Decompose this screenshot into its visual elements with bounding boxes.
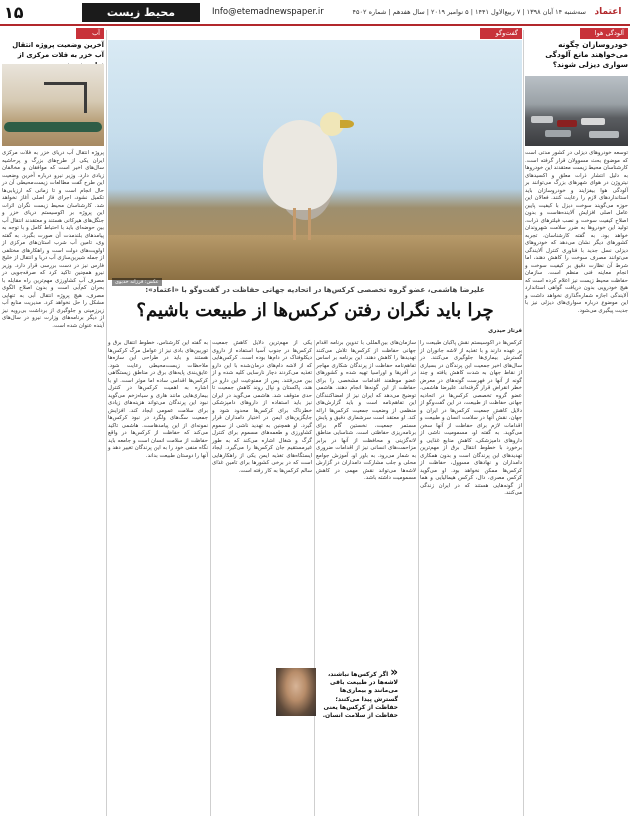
left-column — [2, 28, 104, 818]
column-divider — [523, 30, 524, 816]
main-section-label: گفت‌وگو — [480, 28, 522, 39]
interviewee-portrait — [276, 668, 316, 716]
right-article-body: توسعه خودروهای دیزلی در کشور مدتی است که موضوع بحث مسوولان قرار گرفته است. کارشناسان محیط زیست معتقدند این خودروها به دلیل انتشار ذرات معلق و اکسیدهای نیتروژن در هوای شهرهای بزرگ می‌توانند بر آلودگی هوا بیفزایند و خودروسازان باید استانداردهای لازم را رعایت کنند. فعالان این حوزه می‌گویند سوخت دیزل با کیفیت پایین عامل اصلی افزایش آلاینده‌هاست و بدون اصلاح کیفیت سوخت و نصب فیلترهای ذرات، تولید این خودروها به ضرر سلامت شهروندان خواهد بود. به گفته کارشناسان، تجربه کشورهای دیگر نشان می‌دهد که خودروهای دیزلی نسل جدید با فناوری کنترل آلایندگی می‌توانند مصرف سوخت را کاهش دهند، اما شرط آن نظارت دقیق بر کیفیت سوخت و انجام معاینه فنی منظم است. سازمان حفاظت محیط زیست نیز اعلام کرده است که هیچ خودرویی بدون دریافت گواهی استاندارد آلایندگی اجازه شماره‌گذاری نخواهد داشت و این موضوع درباره سواری‌های دیزلی نیز با جدیت پیگیری می‌شود. — [525, 150, 628, 314]
vulture-leg-shape — [308, 208, 311, 240]
left-section-label: آب — [76, 28, 104, 39]
pull-quote — [318, 665, 398, 736]
column-divider — [314, 340, 315, 816]
vulture-beak-shape — [340, 120, 354, 128]
article-kicker: علیرضا هاشمی، عضو گروه تخصصی کرکس‌ها در اتحادیه جهانی حفاظت در گفت‌وگو با «اعتماد»: — [145, 285, 485, 294]
vulture-leg-shape — [293, 208, 296, 240]
right-headline: خودروسازان چگونه می‌خواهند مانع آلودگی سواری‌ دیزلی شوند؟ — [545, 40, 628, 69]
main-headline: چرا باید نگران رفتن کرکس‌ها از طبیعت باشیم؟ — [136, 300, 494, 321]
left-article-body: پروژه انتقال آب دریای خزر به فلات مرکزی ایران یکی از طرح‌های بزرگ و پرحاشیه سال‌های اخیر است که موافقان و مخالفان زیادی دارد. وزیر نیرو درباره آخرین وضعیت این طرح گفت مطالعات زیست‌محیطی آن در حال انجام است و تا زمانی که ارزیابی‌ها تکمیل نشود، اجرای فاز اصلی آغاز نخواهد شد. کارشناسان محیط زیست نگران اثرات این پروژه بر اکوسیستم دریای خزر و جنگل‌های هیرکانی هستند و معتقدند انتقال آب بین حوضه‌ای باید با احتیاط کامل و با توجه به پیامدهای بلندمدت آن صورت بگیرد. به گفته وی، تامین آب شرب استان‌های مرکزی از اولویت‌های دولت است و راهکارهای مختلفی از جمله شیرین‌سازی آب دریا و انتقال از خلیج فارس نیز در دست بررسی قرار دارد. وزیر نیرو همچنین تاکید کرد که صرفه‌جویی در مصرف آب کشاورزی مهم‌ترین راه مقابله با بحران کم‌آبی است و بدون اصلاح الگوی مصرف، هیچ پروژه انتقال آبی به تنهایی مشکل را حل نخواهد کرد. مدیریت منابع آب زیرزمینی و جلوگیری از برداشت بی‌رویه نیز از دیگر برنامه‌های وزارت نیرو در سال‌های آینده عنوان شده است. — [2, 150, 104, 329]
column-divider — [106, 30, 107, 816]
right-section-label: آلودگی هوا — [580, 28, 628, 39]
right-column — [525, 28, 628, 818]
car-shape — [557, 120, 577, 127]
section-title: محیط زیست — [82, 3, 200, 22]
car-shape — [589, 131, 619, 138]
car-shape — [545, 130, 571, 137]
excavator-shape — [44, 82, 87, 113]
main-column — [108, 28, 522, 818]
page-number: ۱۵ — [4, 3, 24, 22]
vulture-photo — [108, 40, 522, 285]
article-author: فرناز حیدری — [488, 328, 522, 334]
pipeline-photo — [2, 64, 104, 146]
traffic-photo — [525, 76, 628, 146]
car-shape — [581, 118, 605, 125]
newspaper-logo: اعتماد — [594, 7, 622, 17]
rock-shape — [108, 235, 522, 280]
car-shape — [531, 116, 553, 123]
date-line: سه‌شنبه ۱۴ آبان ۱۳۹۸ | ۷ ربیع‌الاول ۱۴۴۱ | ۵ نوامبر ۲۰۱۹ | سال هفدهم | شماره ۴۵۰۲ — [352, 8, 586, 16]
column-divider — [210, 340, 211, 816]
article-column-4: به گفته این کارشناس، خطوط انتقال برق و توربین‌های بادی نیز از عوامل مرگ کرکس‌ها هستند و باید در طراحی این سازه‌ها ملاحظات زیست‌محیطی رعایت شود. عایق‌بندی پایه‌های برق در مناطق زیستگاهی کرکس‌ها اقدامی ساده اما موثر است. او با اشاره به اهمیت کرکس‌ها در کنترل بیماری‌هایی مانند هاری و سیاه‌زخم می‌گوید نبود این پرندگان می‌تواند هزینه‌های زیادی برای سلامت عمومی ایجاد کند. افزایش جمعیت سگ‌های ولگرد در نبود کرکس‌ها نمونه‌ای از این پیامدهاست. هاشمی تاکید می‌کند که حفاظت از کرکس‌ها در واقع حفاظت از سلامت انسان است و جامعه باید نگاه منفی خود را به این پرندگان تغییر دهد و آنها را دوستان طبیعت بداند. — [108, 340, 208, 459]
pipe-shape — [4, 122, 102, 132]
quote-mark-icon: « — [390, 665, 398, 679]
pull-quote-text: اگر کرکس‌ها نباشند، لاشه‌ها در طبیعت باقی می‌مانند و بیماری‌ها گسترش پیدا می‌کنند؛ حفاظت از کرکس‌ها یعنی حفاظت از سلامت انسان. — [322, 671, 398, 720]
article-column-1: کرکس‌ها در اکوسیستم نقش پاکبان طبیعت را بر عهده دارند و با تغذیه از لاشه جانوران از گسترش بیماری‌ها جلوگیری می‌کنند. در سال‌های اخیر جمعیت این پرندگان در بسیاری از نقاط جهان به شدت کاهش یافته و چند گونه از آنها در فهرست گونه‌های در معرض خطر انقراض قرار گرفته‌اند. علیرضا هاشمی، عضو گروه تخصصی کرکس‌ها در اتحادیه جهانی حفاظت از طبیعت، در این گفت‌وگو از دلایل کاهش جمعیت کرکس‌ها در ایران و جهان، نقش آنها در سلامت انسان و طبیعت و اقدامات لازم برای حفاظت از آنها سخن می‌گوید. به گفته او، مسمومیت ناشی از داروهای دامپزشکی، کاهش منابع غذایی و برخورد با خطوط انتقال برق از مهم‌ترین تهدیدهای این پرندگان است و بدون همکاری دامداران و نهادهای مسوول، حفاظت از کرکس‌ها ممکن نخواهد بود. او می‌گوید کرکس مصری، دال، کرکس هیمالیایی و هما از گونه‌هایی هستند که در ایران زندگی می‌کنند. — [420, 340, 522, 496]
column-divider — [418, 340, 419, 816]
masthead — [0, 0, 630, 26]
masthead-rule — [0, 24, 630, 26]
photo-credit: عکس: فرزانه خدیوی — [112, 278, 162, 286]
email-link[interactable]: Info@etemadnewspaper.ir — [212, 7, 324, 17]
left-headline: آخرین وضعیت پروژه انتقال آب خزر به فلات مرکزی از — [12, 41, 104, 59]
article-column-3: یکی از مهم‌ترین دلایل کاهش جمعیت کرکس‌ها در جنوب آسیا استفاده از داروی دیکلوفناک در دام‌ها بوده است. کرکس‌هایی که از لاشه دام‌های درمان‌شده با این دارو تغذیه می‌کردند دچار نارسایی کلیه شده و از بین می‌رفتند. پس از ممنوعیت این دارو در هند، پاکستان و نپال روند کاهش جمعیت تا حدی متوقف شد. هاشمی می‌گوید در ایران نیز باید استفاده از داروهای دامپزشکی خطرناک برای کرکس‌ها محدود شود و جایگزین‌های ایمن در اختیار دامداران قرار گیرد. او همچنین به تهدید ناشی از سموم کشاورزی و طعمه‌های مسموم برای کنترل گرگ و شغال اشاره می‌کند که به طور غیرمستقیم جان کرکس‌ها را می‌گیرد. ایجاد ایستگاه‌های تغذیه ایمن یکی از راهکارهایی است که در برخی کشورها برای تامین غذای سالم کرکس‌ها به کار رفته است. — [212, 340, 312, 474]
article-column-2: سازمان‌های بین‌المللی با تدوین برنامه اقدام جهانی حفاظت از کرکس‌ها تلاش می‌کنند تهدیدها را کاهش دهند. این برنامه بر اساس تفاهم‌نامه حفاظت از پرندگان شکاری مهاجر در آفریقا و اوراسیا تهیه شده و کشورهای عضو موظفند اقدامات مشخصی را برای حفاظت از این گونه‌ها انجام دهند. هاشمی توضیح می‌دهد که ایران نیز از امضاکنندگان این تفاهم‌نامه است و باید گزارش‌های منظمی از وضعیت جمعیت کرکس‌ها ارائه کند. او معتقد است سرشماری دقیق و پایش مستمر جمعیت، نخستین گام برای برنامه‌ریزی حفاظتی است. شناسایی مناطق لانه‌گزینی و محافظت از آنها در برابر مزاحمت‌های انسانی نیز از اقدامات ضروری به شمار می‌رود. به باور او، آموزش جوامع محلی و جلب مشارکت دامداران در گزارش لاشه‌ها می‌تواند نقش مهمی در کاهش مسمومیت داشته باشد. — [316, 340, 416, 481]
